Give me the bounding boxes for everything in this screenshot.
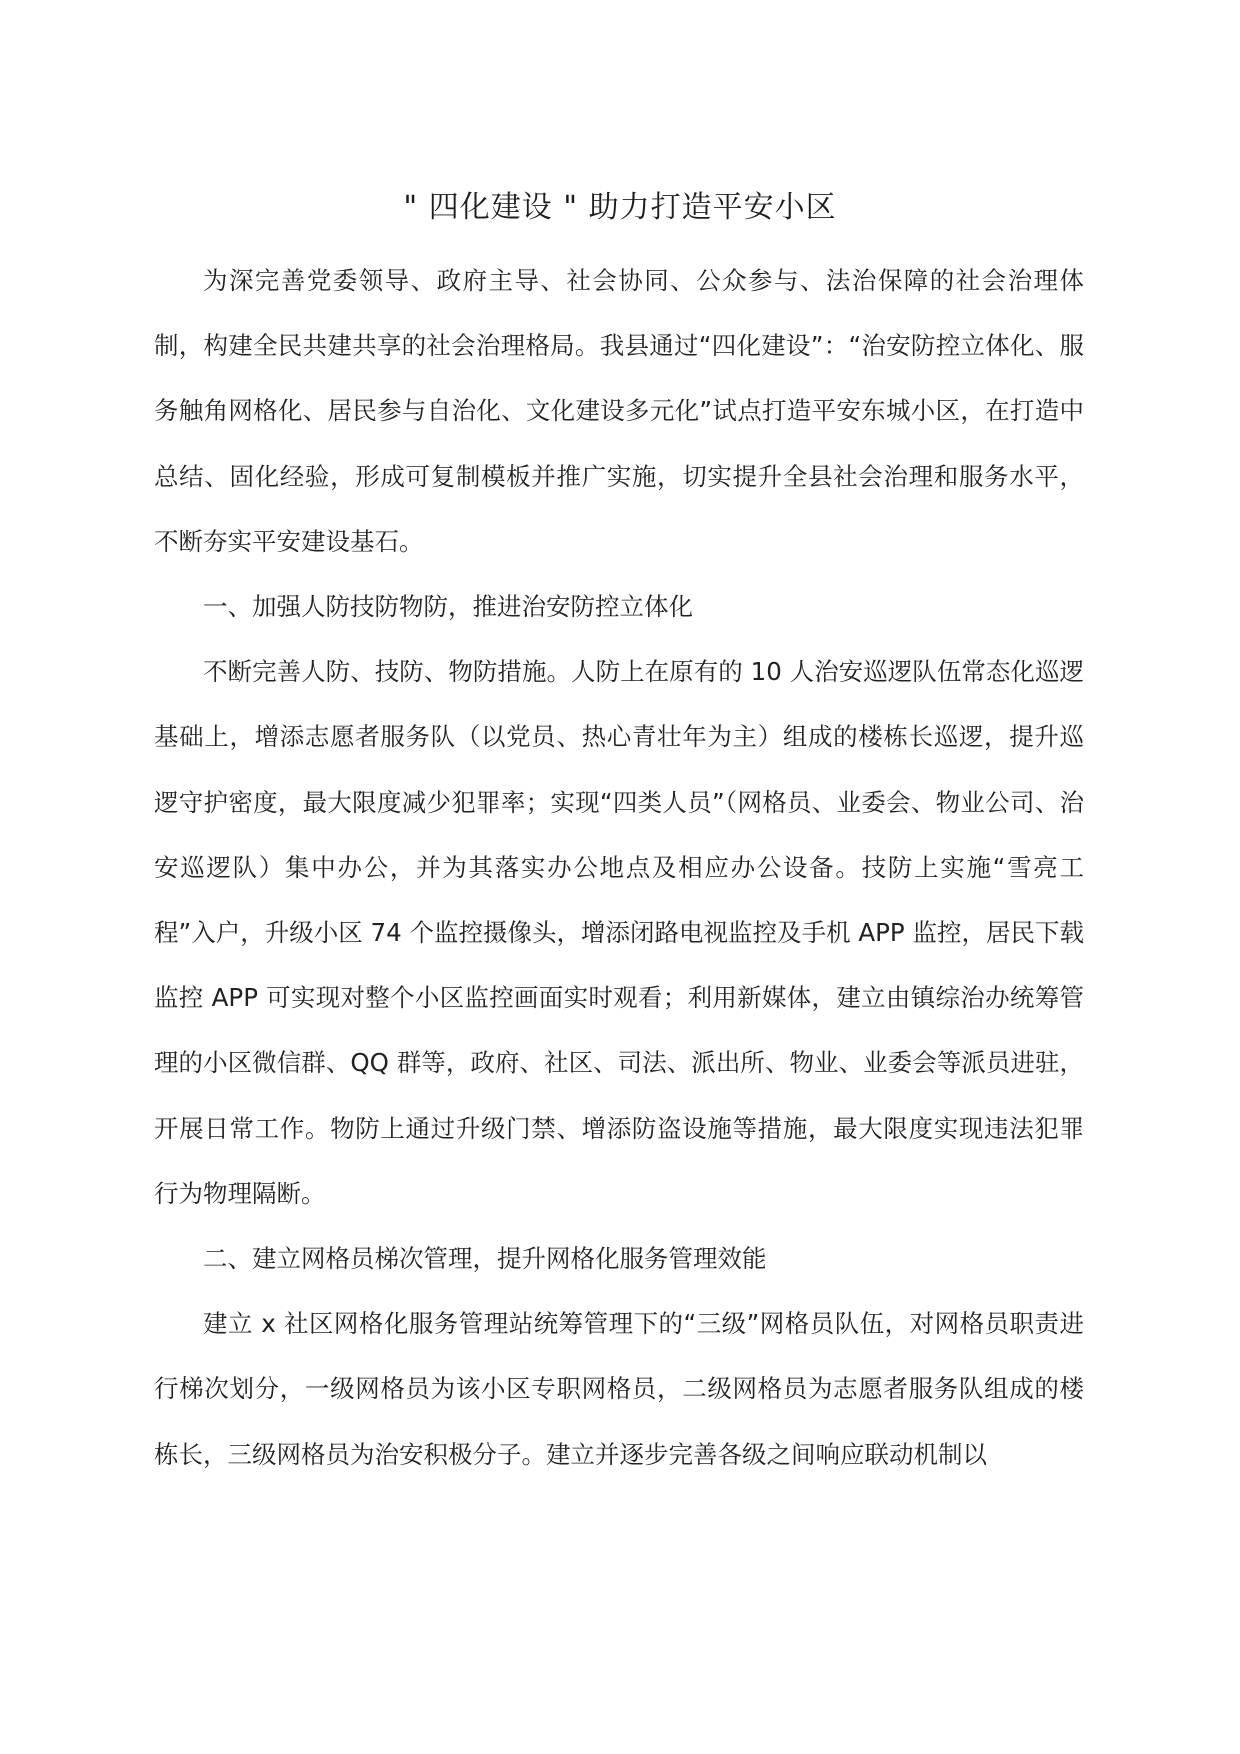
document-body (154, 248, 1084, 1487)
section-heading-2: 二、建立网格员梯次管理，提升网格化服务管理效能 (203, 1244, 767, 1274)
document-title: " 四化建设 " 助力打造平安小区 (403, 190, 837, 225)
section-heading-1: 一、加强人防技防物防，推进治安防控立体化 (203, 592, 693, 622)
section-2-paragraph: 建立 x 社区网格化服务管理站统筹管理下的“三级”网格员队伍，对网格员职责进行梯次划分，一级网格员为该小区专职网格员，二级网格员为志愿者服务队组成的楼栋长，三级网格员为治安积极分子。建立并逐步完善各级之间响应联动机制以 (154, 1309, 1084, 1469)
intro-paragraph: 为深完善党委领导、政府主导、社会协同、公众参与、法治保障的社会治理体制，构建全民共建共享的社会治理格局。我县通过“四化建设”：“治安防控立体化、服务触角网格化、居民参与自治化、文化建设多元化”试点打造平安东城小区，在打造中总结、固化经验，形成可复制模板并推广实施，切实提升全县社会治理和服务水平，不断夯实平安建设基石。 (154, 266, 1084, 556)
section-1-paragraph: 不断完善人防、技防、物防措施。人防上在原有的 10 人治安巡逻队伍常态化巡逻基础上，增添志愿者服务队（以党员、热心青壮年为主）组成的楼栋长巡逻，提升巡逻守护密度，最大限度减少犯罪率；实现“四类人员”（网格员、业委会、物业公司、治安巡逻队）集中办公，并为其落实办公地点及相应办公设备。技防上实施“雪亮工程”入户，升级小区 74 个监控摄像头，增添闭路电视监控及手机 APP 监控，居民下载监控 APP 可实现对整个小区监控画面实时观看；利用新媒体，建立由镇综治办统筹管理的小区微信群、QQ 群等，政府、社区、司法、派出所、物业、业委会等派员进驻，开展日常工作。物防上通过升级门禁、增添防盗设施等措施，最大限度实现违法犯罪行为物理隔断。 (154, 657, 1084, 1208)
